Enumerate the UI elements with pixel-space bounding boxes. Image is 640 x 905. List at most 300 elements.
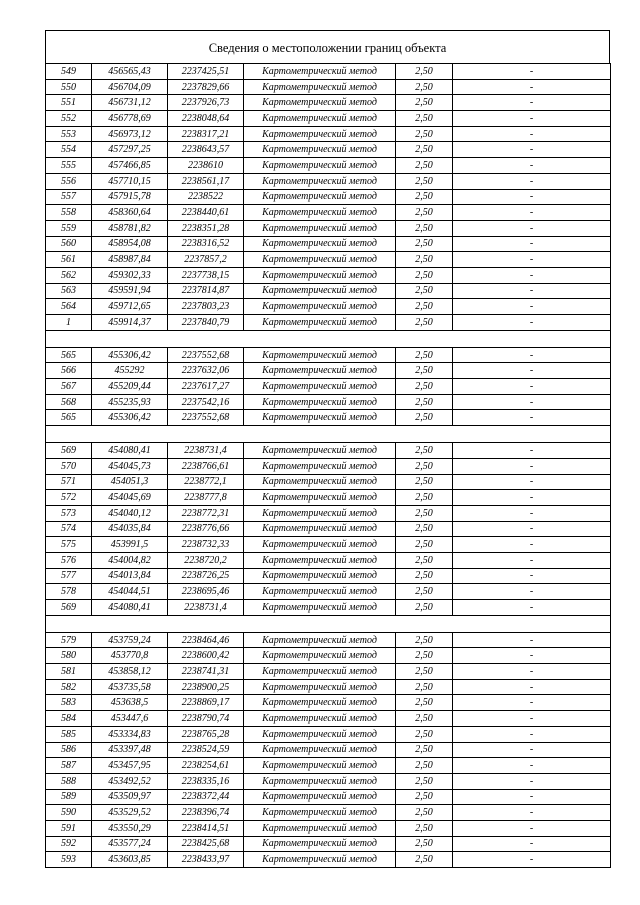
description-cell: - bbox=[453, 299, 611, 315]
separator-cell bbox=[92, 330, 168, 347]
description-cell: - bbox=[453, 805, 611, 821]
x-coordinate-cell: 456973,12 bbox=[92, 126, 168, 142]
description-cell: - bbox=[453, 379, 611, 395]
separator-cell bbox=[244, 330, 396, 347]
point-number-cell: 565 bbox=[46, 347, 92, 363]
method-cell: Картометрический метод bbox=[244, 394, 396, 410]
point-number-cell: 561 bbox=[46, 252, 92, 268]
separator-cell bbox=[168, 426, 244, 443]
point-number-cell: 578 bbox=[46, 584, 92, 600]
y-coordinate-cell: 2238900,25 bbox=[168, 679, 244, 695]
description-cell: - bbox=[453, 173, 611, 189]
y-coordinate-cell: 2238731,4 bbox=[168, 600, 244, 616]
description-cell: - bbox=[453, 695, 611, 711]
table-row bbox=[46, 410, 611, 426]
table-row bbox=[46, 742, 611, 758]
description-cell: - bbox=[453, 142, 611, 158]
description-cell: - bbox=[453, 64, 611, 80]
y-coordinate-cell: 2238351,28 bbox=[168, 220, 244, 236]
description-cell: - bbox=[453, 758, 611, 774]
description-cell: - bbox=[453, 600, 611, 616]
y-coordinate-cell: 2238732,33 bbox=[168, 537, 244, 553]
x-coordinate-cell: 453770,8 bbox=[92, 648, 168, 664]
point-number-cell: 573 bbox=[46, 505, 92, 521]
accuracy-cell: 2,50 bbox=[396, 600, 453, 616]
method-cell: Картометрический метод bbox=[244, 347, 396, 363]
x-coordinate-cell: 454035,84 bbox=[92, 521, 168, 537]
table-row bbox=[46, 584, 611, 600]
method-cell: Картометрический метод bbox=[244, 474, 396, 490]
method-cell: Картометрический метод bbox=[244, 726, 396, 742]
table-row bbox=[46, 252, 611, 268]
table-row bbox=[46, 789, 611, 805]
y-coordinate-cell: 2237738,15 bbox=[168, 267, 244, 283]
y-coordinate-cell: 2238440,61 bbox=[168, 205, 244, 221]
table-row bbox=[46, 443, 611, 459]
x-coordinate-cell: 453529,52 bbox=[92, 805, 168, 821]
table-row bbox=[46, 267, 611, 283]
accuracy-cell: 2,50 bbox=[396, 742, 453, 758]
y-coordinate-cell: 2237542,16 bbox=[168, 394, 244, 410]
x-coordinate-cell: 459591,94 bbox=[92, 283, 168, 299]
method-cell: Картометрический метод bbox=[244, 379, 396, 395]
y-coordinate-cell: 2238048,64 bbox=[168, 111, 244, 127]
description-cell: - bbox=[453, 490, 611, 506]
x-coordinate-cell: 456778,69 bbox=[92, 111, 168, 127]
table-row bbox=[46, 758, 611, 774]
separator-cell bbox=[244, 426, 396, 443]
y-coordinate-cell: 2237617,27 bbox=[168, 379, 244, 395]
method-cell: Картометрический метод bbox=[244, 600, 396, 616]
separator-cell bbox=[453, 615, 611, 632]
accuracy-cell: 2,50 bbox=[396, 537, 453, 553]
table-row bbox=[46, 568, 611, 584]
point-number-cell: 589 bbox=[46, 789, 92, 805]
method-cell: Картометрический метод bbox=[244, 820, 396, 836]
description-cell: - bbox=[453, 410, 611, 426]
table-row bbox=[46, 726, 611, 742]
separator-cell bbox=[396, 615, 453, 632]
table-row bbox=[46, 64, 611, 80]
accuracy-cell: 2,50 bbox=[396, 474, 453, 490]
point-number-cell: 577 bbox=[46, 568, 92, 584]
method-cell: Картометрический метод bbox=[244, 299, 396, 315]
accuracy-cell: 2,50 bbox=[396, 252, 453, 268]
description-cell: - bbox=[453, 632, 611, 648]
point-number-cell: 571 bbox=[46, 474, 92, 490]
x-coordinate-cell: 453735,58 bbox=[92, 679, 168, 695]
table-row bbox=[46, 537, 611, 553]
x-coordinate-cell: 453858,12 bbox=[92, 664, 168, 680]
method-cell: Картометрический метод bbox=[244, 363, 396, 379]
description-cell: - bbox=[453, 189, 611, 205]
y-coordinate-cell: 2238433,97 bbox=[168, 852, 244, 868]
point-number-cell: 550 bbox=[46, 79, 92, 95]
table-row bbox=[46, 852, 611, 868]
description-cell: - bbox=[453, 726, 611, 742]
method-cell: Картометрический метод bbox=[244, 79, 396, 95]
separator-cell bbox=[46, 330, 92, 347]
y-coordinate-cell: 2238396,74 bbox=[168, 805, 244, 821]
x-coordinate-cell: 455235,93 bbox=[92, 394, 168, 410]
method-cell: Картометрический метод bbox=[244, 142, 396, 158]
separator-cell bbox=[244, 615, 396, 632]
y-coordinate-cell: 2238765,28 bbox=[168, 726, 244, 742]
x-coordinate-cell: 453759,24 bbox=[92, 632, 168, 648]
table-row bbox=[46, 632, 611, 648]
y-coordinate-cell: 2238695,46 bbox=[168, 584, 244, 600]
point-number-cell: 555 bbox=[46, 158, 92, 174]
y-coordinate-cell: 2238524,59 bbox=[168, 742, 244, 758]
table-row bbox=[46, 189, 611, 205]
point-number-cell: 584 bbox=[46, 711, 92, 727]
x-coordinate-cell: 454080,41 bbox=[92, 443, 168, 459]
table-row bbox=[46, 474, 611, 490]
description-cell: - bbox=[453, 742, 611, 758]
table-row bbox=[46, 600, 611, 616]
description-cell: - bbox=[453, 126, 611, 142]
table-row bbox=[46, 505, 611, 521]
separator-cell bbox=[453, 426, 611, 443]
method-cell: Картометрический метод bbox=[244, 632, 396, 648]
separator-cell bbox=[46, 426, 92, 443]
table-row bbox=[46, 283, 611, 299]
method-cell: Картометрический метод bbox=[244, 789, 396, 805]
accuracy-cell: 2,50 bbox=[396, 568, 453, 584]
table-row bbox=[46, 315, 611, 331]
table-row bbox=[46, 679, 611, 695]
y-coordinate-cell: 2238600,42 bbox=[168, 648, 244, 664]
method-cell: Картометрический метод bbox=[244, 111, 396, 127]
accuracy-cell: 2,50 bbox=[396, 205, 453, 221]
y-coordinate-cell: 2238414,51 bbox=[168, 820, 244, 836]
table-row bbox=[46, 379, 611, 395]
point-number-cell: 590 bbox=[46, 805, 92, 821]
description-cell: - bbox=[453, 111, 611, 127]
accuracy-cell: 2,50 bbox=[396, 95, 453, 111]
x-coordinate-cell: 455292 bbox=[92, 363, 168, 379]
table-body bbox=[46, 64, 611, 868]
description-cell: - bbox=[453, 95, 611, 111]
accuracy-cell: 2,50 bbox=[396, 711, 453, 727]
accuracy-cell: 2,50 bbox=[396, 664, 453, 680]
accuracy-cell: 2,50 bbox=[396, 458, 453, 474]
point-number-cell: 559 bbox=[46, 220, 92, 236]
method-cell: Картометрический метод bbox=[244, 252, 396, 268]
accuracy-cell: 2,50 bbox=[396, 695, 453, 711]
y-coordinate-cell: 2238726,25 bbox=[168, 568, 244, 584]
accuracy-cell: 2,50 bbox=[396, 299, 453, 315]
table-row bbox=[46, 142, 611, 158]
y-coordinate-cell: 2237926,73 bbox=[168, 95, 244, 111]
description-cell: - bbox=[453, 158, 611, 174]
method-cell: Картометрический метод bbox=[244, 443, 396, 459]
table-row bbox=[46, 552, 611, 568]
description-cell: - bbox=[453, 552, 611, 568]
y-coordinate-cell: 2237425,51 bbox=[168, 64, 244, 80]
table-row bbox=[46, 347, 611, 363]
accuracy-cell: 2,50 bbox=[396, 836, 453, 852]
method-cell: Картометрический метод bbox=[244, 521, 396, 537]
accuracy-cell: 2,50 bbox=[396, 552, 453, 568]
accuracy-cell: 2,50 bbox=[396, 111, 453, 127]
table-row bbox=[46, 805, 611, 821]
description-cell: - bbox=[453, 773, 611, 789]
point-number-cell: 556 bbox=[46, 173, 92, 189]
table-row bbox=[46, 236, 611, 252]
accuracy-cell: 2,50 bbox=[396, 79, 453, 95]
y-coordinate-cell: 2238777,8 bbox=[168, 490, 244, 506]
y-coordinate-cell: 2237829,66 bbox=[168, 79, 244, 95]
table-row bbox=[46, 490, 611, 506]
accuracy-cell: 2,50 bbox=[396, 632, 453, 648]
method-cell: Картометрический метод bbox=[244, 773, 396, 789]
y-coordinate-cell: 2238741,31 bbox=[168, 664, 244, 680]
x-coordinate-cell: 454040,12 bbox=[92, 505, 168, 521]
accuracy-cell: 2,50 bbox=[396, 267, 453, 283]
method-cell: Картометрический метод bbox=[244, 695, 396, 711]
y-coordinate-cell: 2238335,16 bbox=[168, 773, 244, 789]
separator-cell bbox=[453, 330, 611, 347]
description-cell: - bbox=[453, 820, 611, 836]
x-coordinate-cell: 455306,42 bbox=[92, 410, 168, 426]
description-cell: - bbox=[453, 394, 611, 410]
separator-cell bbox=[46, 615, 92, 632]
point-number-cell: 1 bbox=[46, 315, 92, 331]
accuracy-cell: 2,50 bbox=[396, 584, 453, 600]
description-cell: - bbox=[453, 679, 611, 695]
point-number-cell: 552 bbox=[46, 111, 92, 127]
accuracy-cell: 2,50 bbox=[396, 758, 453, 774]
point-number-cell: 572 bbox=[46, 490, 92, 506]
y-coordinate-cell: 2237552,68 bbox=[168, 347, 244, 363]
description-cell: - bbox=[453, 347, 611, 363]
x-coordinate-cell: 453334,83 bbox=[92, 726, 168, 742]
point-number-cell: 587 bbox=[46, 758, 92, 774]
y-coordinate-cell: 2238316,52 bbox=[168, 236, 244, 252]
x-coordinate-cell: 453492,52 bbox=[92, 773, 168, 789]
x-coordinate-cell: 453577,24 bbox=[92, 836, 168, 852]
point-number-cell: 565 bbox=[46, 410, 92, 426]
method-cell: Картометрический метод bbox=[244, 189, 396, 205]
y-coordinate-cell: 2238522 bbox=[168, 189, 244, 205]
table-row bbox=[46, 173, 611, 189]
y-coordinate-cell: 2238731,4 bbox=[168, 443, 244, 459]
table-row bbox=[46, 458, 611, 474]
y-coordinate-cell: 2238869,17 bbox=[168, 695, 244, 711]
table-row bbox=[46, 220, 611, 236]
x-coordinate-cell: 453638,5 bbox=[92, 695, 168, 711]
y-coordinate-cell: 2238720,2 bbox=[168, 552, 244, 568]
x-coordinate-cell: 453603,85 bbox=[92, 852, 168, 868]
method-cell: Картометрический метод bbox=[244, 664, 396, 680]
description-cell: - bbox=[453, 505, 611, 521]
x-coordinate-cell: 454051,3 bbox=[92, 474, 168, 490]
point-number-cell: 574 bbox=[46, 521, 92, 537]
description-cell: - bbox=[453, 836, 611, 852]
accuracy-cell: 2,50 bbox=[396, 173, 453, 189]
table-title: Сведения о местоположении границ объекта bbox=[45, 30, 610, 63]
x-coordinate-cell: 456565,43 bbox=[92, 64, 168, 80]
y-coordinate-cell: 2238464,46 bbox=[168, 632, 244, 648]
x-coordinate-cell: 454004,82 bbox=[92, 552, 168, 568]
x-coordinate-cell: 453447,6 bbox=[92, 711, 168, 727]
accuracy-cell: 2,50 bbox=[396, 773, 453, 789]
table-row bbox=[46, 836, 611, 852]
accuracy-cell: 2,50 bbox=[396, 521, 453, 537]
accuracy-cell: 2,50 bbox=[396, 505, 453, 521]
table-row bbox=[46, 299, 611, 315]
point-number-cell: 557 bbox=[46, 189, 92, 205]
method-cell: Картометрический метод bbox=[244, 679, 396, 695]
point-number-cell: 562 bbox=[46, 267, 92, 283]
accuracy-cell: 2,50 bbox=[396, 189, 453, 205]
accuracy-cell: 2,50 bbox=[396, 126, 453, 142]
point-number-cell: 585 bbox=[46, 726, 92, 742]
x-coordinate-cell: 456704,09 bbox=[92, 79, 168, 95]
accuracy-cell: 2,50 bbox=[396, 394, 453, 410]
x-coordinate-cell: 459302,33 bbox=[92, 267, 168, 283]
accuracy-cell: 2,50 bbox=[396, 443, 453, 459]
table-row bbox=[46, 205, 611, 221]
method-cell: Картометрический метод bbox=[244, 552, 396, 568]
accuracy-cell: 2,50 bbox=[396, 363, 453, 379]
table-row bbox=[46, 521, 611, 537]
x-coordinate-cell: 459914,37 bbox=[92, 315, 168, 331]
accuracy-cell: 2,50 bbox=[396, 379, 453, 395]
y-coordinate-cell: 2238610 bbox=[168, 158, 244, 174]
description-cell: - bbox=[453, 315, 611, 331]
x-coordinate-cell: 455306,42 bbox=[92, 347, 168, 363]
y-coordinate-cell: 2237814,87 bbox=[168, 283, 244, 299]
point-number-cell: 592 bbox=[46, 836, 92, 852]
method-cell: Картометрический метод bbox=[244, 205, 396, 221]
point-number-cell: 581 bbox=[46, 664, 92, 680]
table-row bbox=[46, 394, 611, 410]
method-cell: Картометрический метод bbox=[244, 410, 396, 426]
accuracy-cell: 2,50 bbox=[396, 789, 453, 805]
description-cell: - bbox=[453, 443, 611, 459]
point-number-cell: 570 bbox=[46, 458, 92, 474]
separator-cell bbox=[168, 330, 244, 347]
description-cell: - bbox=[453, 220, 611, 236]
x-coordinate-cell: 454080,41 bbox=[92, 600, 168, 616]
point-number-cell: 553 bbox=[46, 126, 92, 142]
x-coordinate-cell: 458987,84 bbox=[92, 252, 168, 268]
point-number-cell: 568 bbox=[46, 394, 92, 410]
point-number-cell: 554 bbox=[46, 142, 92, 158]
method-cell: Картометрический метод bbox=[244, 568, 396, 584]
description-cell: - bbox=[453, 283, 611, 299]
description-cell: - bbox=[453, 363, 611, 379]
table-row bbox=[46, 111, 611, 127]
point-number-cell: 563 bbox=[46, 283, 92, 299]
description-cell: - bbox=[453, 584, 611, 600]
accuracy-cell: 2,50 bbox=[396, 347, 453, 363]
description-cell: - bbox=[453, 205, 611, 221]
accuracy-cell: 2,50 bbox=[396, 64, 453, 80]
description-cell: - bbox=[453, 236, 611, 252]
x-coordinate-cell: 453550,29 bbox=[92, 820, 168, 836]
point-number-cell: 575 bbox=[46, 537, 92, 553]
x-coordinate-cell: 453397,48 bbox=[92, 742, 168, 758]
x-coordinate-cell: 458781,82 bbox=[92, 220, 168, 236]
x-coordinate-cell: 453457,95 bbox=[92, 758, 168, 774]
separator-cell bbox=[92, 615, 168, 632]
x-coordinate-cell: 453509,97 bbox=[92, 789, 168, 805]
method-cell: Картометрический метод bbox=[244, 537, 396, 553]
accuracy-cell: 2,50 bbox=[396, 726, 453, 742]
point-number-cell: 579 bbox=[46, 632, 92, 648]
accuracy-cell: 2,50 bbox=[396, 236, 453, 252]
y-coordinate-cell: 2238561,17 bbox=[168, 173, 244, 189]
separator-cell bbox=[396, 330, 453, 347]
point-number-cell: 580 bbox=[46, 648, 92, 664]
y-coordinate-cell: 2238772,31 bbox=[168, 505, 244, 521]
separator-cell bbox=[396, 426, 453, 443]
method-cell: Картометрический метод bbox=[244, 458, 396, 474]
accuracy-cell: 2,50 bbox=[396, 283, 453, 299]
x-coordinate-cell: 454045,73 bbox=[92, 458, 168, 474]
table-row bbox=[46, 648, 611, 664]
x-coordinate-cell: 459712,65 bbox=[92, 299, 168, 315]
y-coordinate-cell: 2238790,74 bbox=[168, 711, 244, 727]
method-cell: Картометрический метод bbox=[244, 236, 396, 252]
method-cell: Картометрический метод bbox=[244, 836, 396, 852]
x-coordinate-cell: 454045,69 bbox=[92, 490, 168, 506]
description-cell: - bbox=[453, 537, 611, 553]
point-number-cell: 593 bbox=[46, 852, 92, 868]
point-number-cell: 558 bbox=[46, 205, 92, 221]
method-cell: Картометрический метод bbox=[244, 742, 396, 758]
description-cell: - bbox=[453, 852, 611, 868]
method-cell: Картометрический метод bbox=[244, 126, 396, 142]
accuracy-cell: 2,50 bbox=[396, 220, 453, 236]
group-separator bbox=[46, 615, 611, 632]
method-cell: Картометрический метод bbox=[244, 758, 396, 774]
boundary-points-table bbox=[45, 63, 611, 868]
description-cell: - bbox=[453, 458, 611, 474]
y-coordinate-cell: 2238766,61 bbox=[168, 458, 244, 474]
description-cell: - bbox=[453, 474, 611, 490]
method-cell: Картометрический метод bbox=[244, 648, 396, 664]
description-cell: - bbox=[453, 252, 611, 268]
y-coordinate-cell: 2238317,21 bbox=[168, 126, 244, 142]
table-row bbox=[46, 158, 611, 174]
method-cell: Картометрический метод bbox=[244, 158, 396, 174]
group-separator bbox=[46, 426, 611, 443]
accuracy-cell: 2,50 bbox=[396, 852, 453, 868]
accuracy-cell: 2,50 bbox=[396, 679, 453, 695]
method-cell: Картометрический метод bbox=[244, 505, 396, 521]
accuracy-cell: 2,50 bbox=[396, 648, 453, 664]
point-number-cell: 566 bbox=[46, 363, 92, 379]
method-cell: Картометрический метод bbox=[244, 711, 396, 727]
document-sheet bbox=[45, 30, 610, 868]
y-coordinate-cell: 2237552,68 bbox=[168, 410, 244, 426]
method-cell: Картометрический метод bbox=[244, 315, 396, 331]
x-coordinate-cell: 457915,78 bbox=[92, 189, 168, 205]
description-cell: - bbox=[453, 648, 611, 664]
x-coordinate-cell: 458954,08 bbox=[92, 236, 168, 252]
table-row bbox=[46, 820, 611, 836]
accuracy-cell: 2,50 bbox=[396, 490, 453, 506]
y-coordinate-cell: 2237803,23 bbox=[168, 299, 244, 315]
table-row bbox=[46, 79, 611, 95]
point-number-cell: 549 bbox=[46, 64, 92, 80]
x-coordinate-cell: 456731,12 bbox=[92, 95, 168, 111]
table-row bbox=[46, 363, 611, 379]
